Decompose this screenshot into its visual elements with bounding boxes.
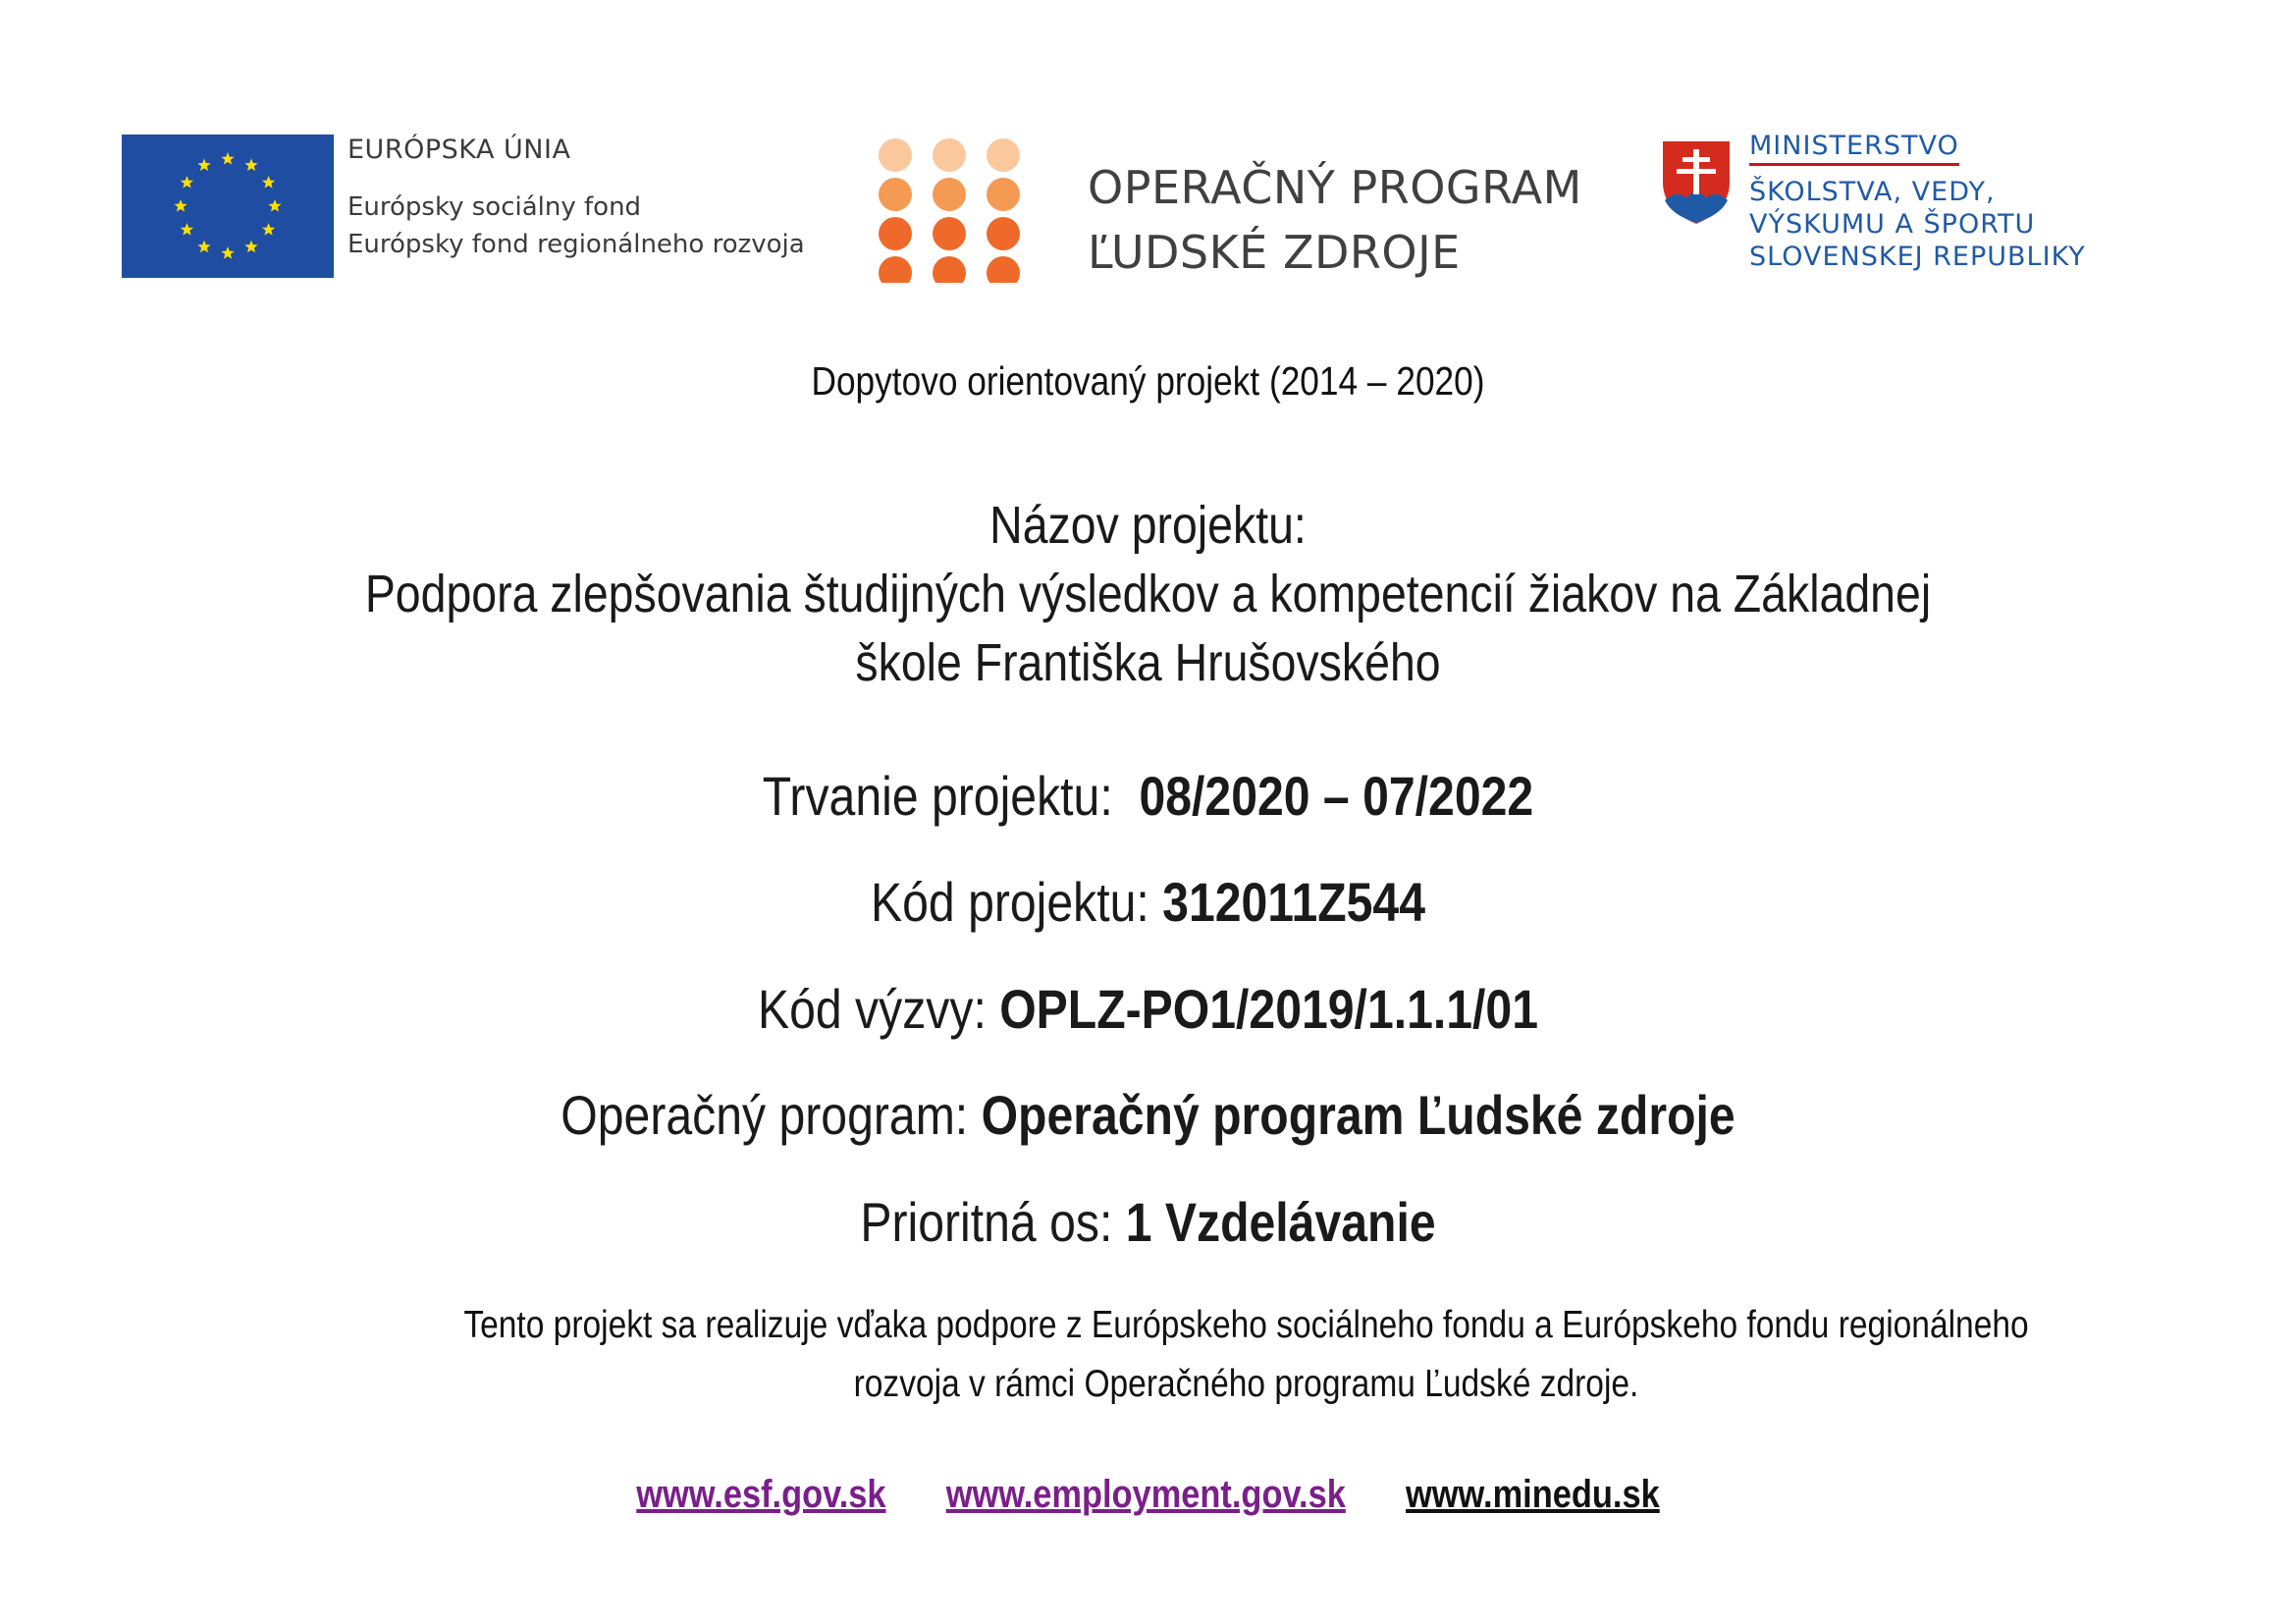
eu-star-icon	[197, 158, 210, 171]
funding-note-line1: Tento projekt sa realizuje vďaka podpore z Európskeho sociálneho fondu a Európskeho fondu regionálneho	[463, 1304, 2029, 1346]
priority-axis	[161, 1188, 2136, 1257]
funding-note-line2: rozvoja v rámci Operačného programu Ľudské zdroje.	[853, 1363, 1639, 1405]
eu-star-icon	[244, 158, 257, 171]
eu-logo-text	[347, 135, 858, 263]
ministry-line3: VÝSKUMU A ŠPORTU	[1749, 209, 2036, 240]
op-dot	[933, 256, 966, 283]
op-dot	[987, 138, 1020, 172]
funding-note	[259, 1296, 2234, 1414]
eu-flag-logo	[122, 135, 334, 278]
op-dots-logo	[874, 137, 1031, 283]
eu-fund-social: Európsky sociálny fond	[347, 192, 642, 222]
duration-label: Trvanie projektu:	[762, 765, 1113, 827]
eu-star-icon	[181, 223, 193, 236]
esf-link[interactable]: www.esf.gov.sk	[636, 1473, 886, 1516]
minedu-link[interactable]: www.minedu.sk	[1406, 1473, 1660, 1516]
eu-star-icon	[221, 152, 234, 165]
op-dot	[879, 256, 912, 283]
axis-label: Prioritná os:	[860, 1191, 1113, 1253]
slovak-crest-icon	[1659, 137, 1734, 226]
operational-program	[161, 1081, 2136, 1150]
project-name-line1: Podpora zlepšovania študijných výsledkov a kompetencií žiakov na Základnej	[364, 565, 1932, 623]
ministry-line4: SLOVENSKEJ REPUBLIKY	[1749, 242, 2086, 272]
call-value: OPLZ-PO1/2019/1.1.1/01	[999, 978, 1539, 1040]
op-line2: ĽUDSKÉ ZDROJE	[1088, 226, 1461, 279]
code-label: Kód projektu:	[871, 871, 1149, 933]
op-dot	[933, 178, 966, 211]
project-name-label: Názov projektu:	[989, 496, 1307, 555]
op-line1: OPERAČNÝ PROGRAM	[1088, 161, 1582, 214]
op-dot	[879, 138, 912, 172]
ministry-line2: ŠKOLSTVA, VEDY,	[1749, 177, 1996, 207]
project-type: Dopytovo orientovaný projekt (2014 – 2020)	[811, 358, 1485, 404]
duration-value: 08/2020 – 07/2022	[1139, 765, 1534, 827]
op-dot	[987, 256, 1020, 283]
eu-fund-regional: Európsky fond regionálneho rozvoja	[347, 230, 805, 259]
eu-stars-icon	[122, 135, 334, 278]
project-duration	[161, 762, 2136, 831]
program-value: Operačný program Ľudské zdroje	[981, 1084, 1735, 1146]
op-dot	[879, 217, 912, 250]
employment-link[interactable]: www.employment.gov.sk	[945, 1473, 1346, 1516]
eu-star-icon	[244, 241, 257, 253]
call-label: Kód výzvy:	[757, 978, 987, 1040]
project-name-line2: škole Františka Hrušovského	[855, 633, 1441, 692]
call-code	[161, 975, 2136, 1044]
project-code	[161, 868, 2136, 937]
eu-star-icon	[221, 246, 234, 259]
eu-star-icon	[262, 223, 275, 236]
eu-star-icon	[268, 199, 281, 212]
dots-icon	[874, 137, 1031, 283]
ministry-logo-text	[1749, 130, 2086, 273]
op-dot	[933, 138, 966, 172]
code-value: 312011Z544	[1162, 871, 1425, 933]
links-row	[161, 1473, 2136, 1517]
axis-value: 1 Vzdelávanie	[1125, 1191, 1436, 1253]
eu-star-icon	[262, 176, 275, 189]
op-dot	[987, 217, 1020, 250]
op-logo-text	[1088, 155, 1582, 285]
eu-star-icon	[174, 199, 187, 212]
project-name-block	[161, 491, 2136, 697]
eu-star-icon	[181, 176, 193, 189]
eu-star-icon	[197, 241, 210, 253]
op-dot	[987, 178, 1020, 211]
program-label: Operačný program:	[561, 1084, 969, 1146]
ministry-line1: MINISTERSTVO	[1749, 132, 1959, 166]
op-dot	[879, 178, 912, 211]
eu-name: EURÓPSKA ÚNIA	[347, 135, 571, 165]
op-dot	[933, 217, 966, 250]
